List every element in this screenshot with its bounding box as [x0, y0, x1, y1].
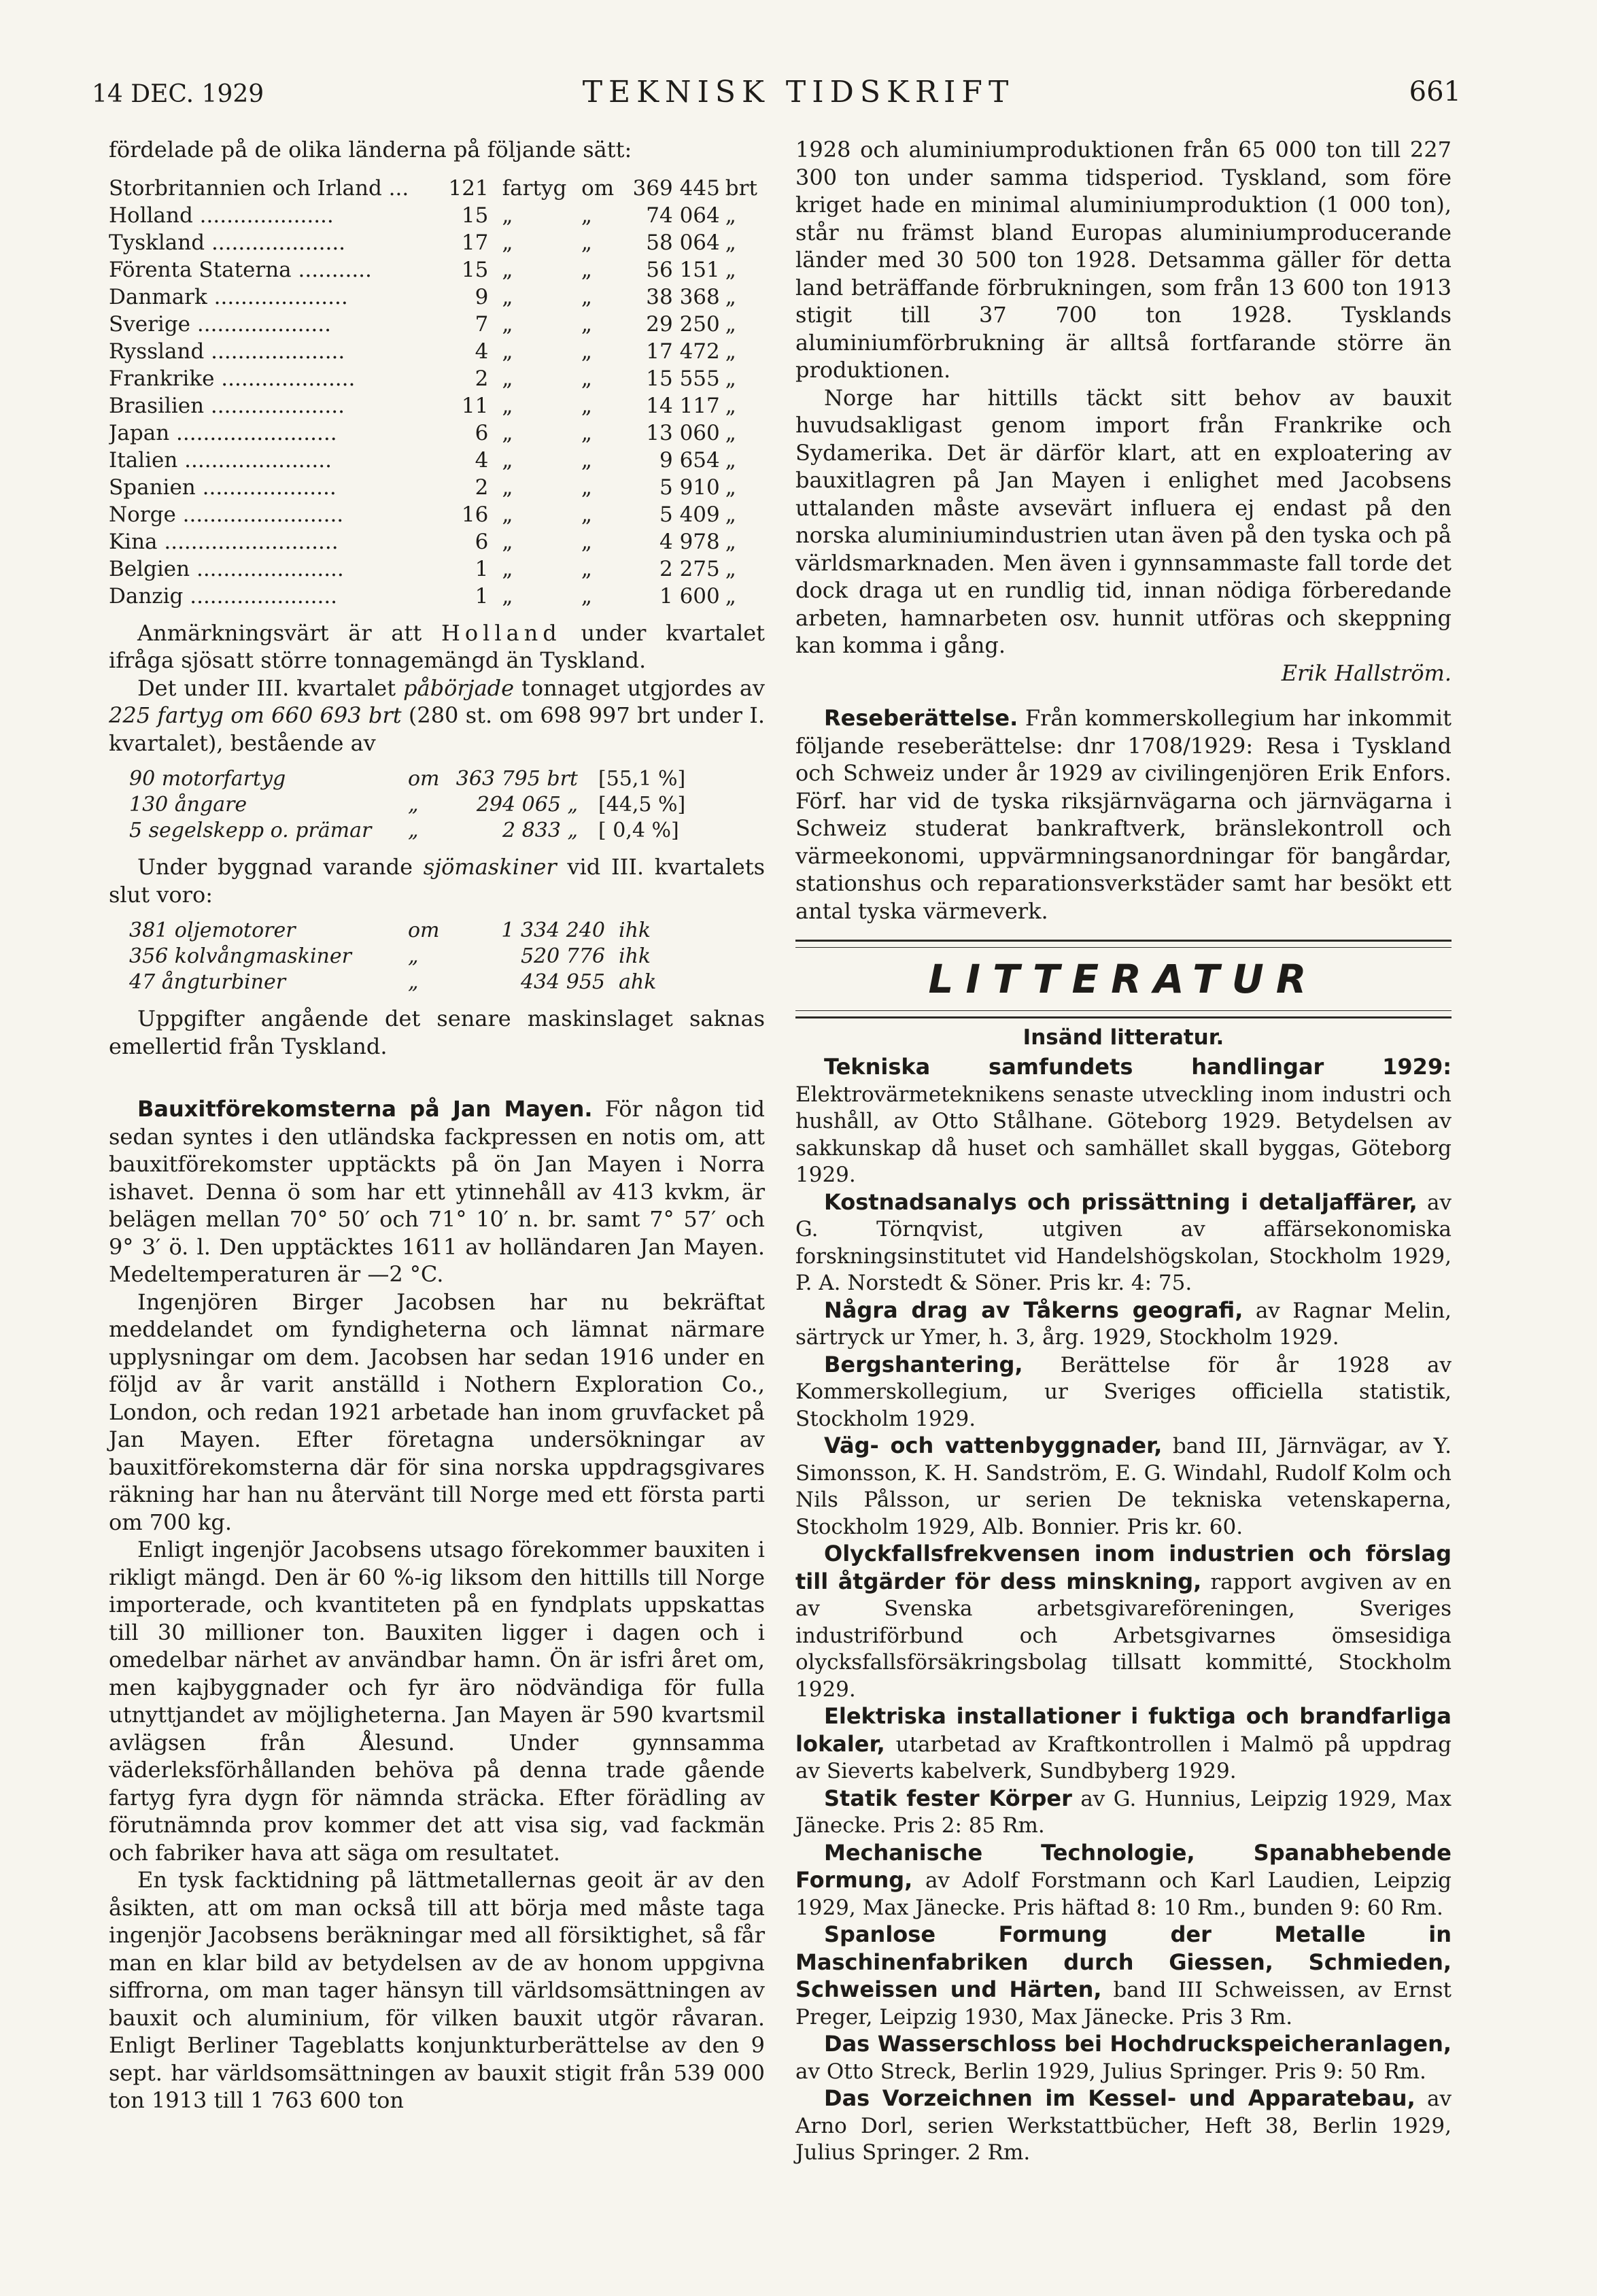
fleet-unit: „: [502, 475, 513, 500]
fleet-country: Danzig ......................: [109, 583, 338, 609]
fleet-row: [109, 555, 765, 583]
fleet-unit: „: [502, 393, 513, 418]
travel-report: Reseberättelse. Från kommerskollegium har inkommit följande reseberättelse: dnr 1708/1929: Resa i Tyskland och Schweiz under år 1929 av civilingenjören Erik Enfors. Förf. har vid de tyska riksjärnvägarna och järnvägarna i Schweiz studerat bankraftverk, bränslekontroll och värmeekonomi, uppvärmningsanordningar för bangårdar, stationshus och reparationsverkstäder samt har besökt ett antal tyska värmeverk.: [795, 705, 1452, 924]
fleet-ship-count: 121: [448, 175, 489, 201]
fleet-ship-count: 15: [461, 203, 489, 228]
fleet-country: Tyskland ....................: [109, 230, 346, 255]
fleet-country: Kina ..........................: [109, 529, 339, 554]
fleet-ship-count: 9: [475, 284, 489, 309]
norway-paragraph: Norge har hittills täckt sitt behov av bauxit huvudsakligast genom import från Frankrike och Sydamerika. Det är därför klart, att en exploatering av bauxitlagren på Jan Mayen i enlighet med Jacobsens uttalanden måste avsevärt influera ej endast på den norska aluminiumindustrien utan även på den tyska och på världsmarknaden. Men även i gynnsammaste fall torde det dock draga ut en rundlig tid, innan nödiga förberedande arbeten, hamnarbeten osv. hunnit utföras och skeppning kan komma i gång.: [795, 384, 1452, 658]
fleet-row: [109, 256, 765, 284]
fleet-om: „: [581, 529, 592, 554]
fleet-ship-count: 2: [475, 475, 489, 500]
literature-entry-title: Bergshantering,: [824, 1351, 1023, 1377]
fleet-om: „: [581, 284, 592, 309]
literature-entry-body: av Ragnar Melin, särtryck ur Ymer, h. 3, årg. 1929, Stockholm 1929.: [795, 1298, 1452, 1350]
engine-om: „: [408, 944, 419, 968]
bauxite-article-intro: Bauxitförekomsterna på Jan Mayen. För någon tid sedan syntes i den utländska fackpressen en notis om, att bauxitförekomster upptäckts på ön Jan Mayen i Norra ishavet. Denna ö som har ett ytinnehåll av 413 kvkm, är belägen mellan 70° 50′ och 71° 10′ n. br. samt 7° 57′ och 9° 3′ ö. l. Den upptäcktes 1611 av holländaren Jan Mayen. Medeltemperaturen är —2 °C.: [109, 1096, 766, 1287]
fleet-unit: „: [502, 447, 513, 473]
engine-power: 434 955: [520, 970, 605, 994]
fleet-country: Förenta Staterna ...........: [109, 257, 372, 282]
engine-power: 1 334 240: [501, 919, 605, 942]
fleet-om: „: [581, 366, 592, 391]
bauxite-paragraph-2: Ingenjören Birger Jacobsen har nu bekräftat meddelandet om fyndigheterna och lämnat närmare upplysningar om dem. Jacobsen har sedan 1916 under en följd av år varit anställd i Nothern Exploration Co., London, och redan 1921 arbetade han inom gruvfacket på Jan Mayen. Efter företagna undersökningar av bauxitförekomsterna där för sina norska uppdragsgivares räkning har han nu återvänt till Norge med ett första parti om 700 kg.: [109, 1288, 765, 1535]
fleet-om: „: [581, 393, 592, 418]
fleet-om: „: [581, 311, 592, 337]
literature-entry-title: Statik fester Körper: [824, 1785, 1072, 1811]
bauxite-title: Bauxitförekomsterna på Jan Mayen.: [137, 1096, 593, 1122]
fleet-tonnage: 17 472: [646, 339, 720, 364]
fleet-tonnage: 29 250: [646, 311, 720, 337]
fleet-row: [109, 474, 765, 501]
fleet-country: Ryssland ....................: [109, 339, 345, 364]
literature-entry-body: av G. Törnqvist, utgiven av affärsekonomiska forskningsinstitutet vid Handelshögskolan, Stockholm 1929, P. A. Norstedt & Söner. Pris kr. 4: 75.: [795, 1190, 1452, 1295]
begun-om: „: [408, 819, 419, 842]
literature-entry-body: utarbetad av Kraftkontrollen i Malmö på uppdrag av Sieverts kabelverk, Sundbyberg 1929.: [795, 1732, 1452, 1783]
fleet-country: Danmark ....................: [109, 284, 348, 309]
literature-list: [795, 1054, 1452, 2167]
begun-tonnage: 363 795 brt: [456, 767, 578, 791]
fleet-om: „: [581, 339, 592, 364]
fleet-unit: „: [502, 257, 513, 282]
bauxite-paragraph-4: En tysk facktidning på lättmetallernas geoit är av den åsikten, att om man också till att börja med måste taga ingenjör Jacobsens beräkningar med all försiktighet, så får man en klar bild av betydelsen av de av honom uppgivna siffrorna, om man tager hänsyn till världsomsättningen av bauxit och aluminium, för vilken bauxit utgör råvaran. Enligt Berliner Tageblatts konjunkturberättelse av den 9 sept. har världsomsättningen av bauxit stigit från 539 000 ton 1913 till 1 763 600 ton: [109, 1867, 765, 2113]
engine-row: [129, 918, 765, 944]
fleet-tonnage: 15 555: [646, 366, 720, 391]
literature-entry: [795, 2031, 1452, 2085]
fleet-om: „: [581, 420, 592, 445]
section-rule-top-thin: [795, 947, 1452, 948]
fleet-row: [109, 284, 765, 311]
literature-entry-title: Spanlose Formung der Metalle in Maschinenfabriken durch Giessen, Schmieden, Schweissen und Härten,: [795, 1921, 1452, 2002]
fleet-om: „: [581, 257, 592, 282]
fleet-unit: „: [502, 583, 513, 609]
fleet-unit: „: [502, 556, 513, 581]
fleet-brt: „: [725, 366, 736, 391]
fleet-unit: „: [502, 366, 513, 391]
issue-date: 14 DEC. 1929: [92, 80, 264, 108]
page-number: 661: [1409, 76, 1461, 107]
fleet-brt: „: [725, 529, 736, 554]
fleet-unit: fartyg: [502, 175, 567, 201]
engine-unit: ihk: [619, 919, 651, 942]
literature-entry-title: Das Vorzeichnen im Kessel- und Apparatebau,: [824, 2085, 1415, 2111]
fleet-brt: brt: [725, 175, 757, 201]
begun-share: [ 0,4 %]: [598, 819, 679, 842]
fleet-country: Holland ....................: [109, 203, 334, 228]
fleet-intro: fördelade på de olika länderna på följande sätt:: [109, 137, 632, 162]
engine-type: 381 oljemotorer: [129, 919, 296, 942]
fleet-ship-count: 11: [461, 393, 489, 418]
fleet-row: [109, 419, 765, 447]
literature-entry-body: av G. Hunnius, Leipzig 1929, Max Jänecke. Pris 2: 85 Rm.: [795, 1786, 1452, 1838]
literature-entry: [795, 2085, 1452, 2167]
fleet-unit: „: [502, 230, 513, 255]
fleet-tonnage: 5 409: [659, 502, 720, 527]
begun-type: 90 motorfartyg: [129, 767, 286, 791]
section-rule-bottom-thin: [795, 1010, 1452, 1011]
begun-om: „: [408, 793, 419, 817]
literature-entry: [795, 1297, 1452, 1352]
fleet-country: Sverige ....................: [109, 311, 331, 337]
fleet-row: [109, 447, 765, 474]
fleet-brt: „: [725, 311, 736, 337]
literature-entry: [795, 1352, 1452, 1433]
literature-entry: [795, 1433, 1452, 1541]
fleet-tonnage: 2 275: [659, 556, 720, 581]
paragraph-germany-missing: Uppgifter angående det senare maskinslaget saknas emellertid från Tyskland.: [109, 1006, 765, 1059]
fleet-om: „: [581, 583, 592, 609]
fleet-ship-count: 7: [475, 311, 489, 337]
literature-entry-body: rapport avgiven av en av Svenska arbetsgivareföreningen, Sveriges industriförbund och Arbetsgivarnes ömsesidiga olycksfallsförsäkringsbolag tillsatt kommitté, Stockholm 1929.: [795, 1569, 1452, 1702]
fleet-row: [109, 175, 765, 202]
fleet-unit: „: [502, 502, 513, 527]
engine-om: „: [408, 970, 419, 994]
literature-entry-body: Berättelse för år 1928 av Kommerskollegium, ur Sveriges officiella statistik, Stockholm 1929.: [795, 1352, 1452, 1431]
fleet-tonnage: 9 654: [659, 447, 720, 473]
fleet-country: Belgien ......................: [109, 556, 344, 581]
literature-entry: [795, 1840, 1452, 1922]
fleet-om: „: [581, 447, 592, 473]
fleet-row: [109, 365, 765, 392]
fleet-unit: „: [502, 203, 513, 228]
bauxite-paragraph-3: Enligt ingenjör Jacobsens utsago förekommer bauxiten i rikligt mängd. Den är 60 %-ig liksom den hittills till Norge importerade, och kvantiteten på en fyndplats uppskattas till 30 millioner ton. Bauxiten ligger i dagen och i omedelbar närhet av användbar hamn. Ön är isfri året om, men kajbyggnader och fyr äro nödvändiga för fulla utnyttjandet av möjligheterna. Jan Mayen är 590 kvartsmil avlägsen från Ålesund. Under gynnsamma väderleksförhållanden behöva på denna trade gående fartyg fyra dygn för nämnda sträcka. Efter förädling av förutnämnda prov kommer det att visa sig, vad fackmän och fabriker hava att säga om resultatet.: [109, 1537, 765, 1866]
literature-entry-title: Das Wasserschloss bei Hochdruckspeicheranlagen,: [824, 2031, 1452, 2057]
fleet-ship-count: 15: [461, 257, 489, 282]
fleet-country: Frankrike ....................: [109, 366, 356, 391]
fleet-brt: „: [725, 583, 736, 609]
fleet-ship-count: 16: [461, 502, 489, 527]
fleet-ship-count: 6: [475, 420, 489, 445]
literature-entry-title: Väg- och vattenbyggnader,: [824, 1433, 1163, 1458]
literature-entry: [795, 1785, 1452, 1840]
fleet-tonnage: 14 117: [646, 393, 720, 418]
literature-entry: [795, 1541, 1452, 1703]
journal-title: TEKNISK TIDSKRIFT: [582, 75, 1015, 109]
fleet-row: [109, 229, 765, 256]
begun-share: [44,5 %]: [598, 793, 686, 817]
engine-type: 356 kolvångmaskiner: [129, 944, 351, 968]
engine-row: [129, 944, 765, 970]
literature-entry-body: Elektrovärmeteknikens senaste utveckling inom industri och hushåll, av Otto Stålhane. Göteborg 1929. Betydelsen av sakkunskap då huset och samhället skall byggas, Göteborg 1929.: [795, 1082, 1452, 1187]
engine-type: 47 ångturbiner: [129, 970, 286, 994]
literature-entry-body: av Arno Dorl, serien Werkstattbücher, Heft 38, Berlin 1929, Julius Springer. 2 Rm.: [795, 2087, 1452, 2165]
fleet-country: Brasilien ....................: [109, 393, 345, 418]
fleet-brt: „: [725, 393, 736, 418]
fleet-om: „: [581, 203, 592, 228]
fleet-country: Italien ......................: [109, 447, 332, 473]
fleet-tonnage: 56 151: [646, 257, 720, 282]
literature-entry: [795, 1703, 1452, 1785]
fleet-om: „: [581, 230, 592, 255]
engine-unit: ahk: [619, 970, 657, 994]
fleet-country: Storbritannien och Irland ...: [109, 175, 409, 201]
literature-entry-title: Några drag av Tåkerns geografi,: [824, 1297, 1243, 1323]
fleet-tonnage: 13 060: [646, 420, 720, 445]
paragraph-begun-tonnage: Det under III. kvartalet påbörjade tonnaget utgjordes av 225 fartyg om 660 693 brt (280 st. om 698 997 brt under I. kvartalet), bestående av: [109, 674, 766, 756]
fleet-row: [109, 501, 765, 528]
section-rule-top: [795, 940, 1452, 942]
fleet-country: Japan ........................: [109, 420, 337, 445]
begun-om: om: [408, 767, 440, 791]
fleet-country: Norge ........................: [109, 502, 344, 527]
fleet-unit: „: [502, 311, 513, 337]
fleet-brt: „: [725, 203, 736, 228]
fleet-ship-count: 4: [475, 339, 489, 364]
fleet-brt: „: [725, 447, 736, 473]
literature-entry: [795, 1921, 1452, 2031]
engine-unit: ihk: [619, 944, 651, 968]
literature-entry-title: Mechanische Technologie, Spanabhebende Formung,: [795, 1839, 1452, 1893]
fleet-tonnage: 4 978: [659, 529, 720, 554]
literature-heading: LITTERATUR: [928, 956, 1319, 1002]
fleet-brt: „: [725, 556, 736, 581]
fleet-unit: „: [502, 339, 513, 364]
begun-tonnage-table: [129, 766, 765, 844]
fleet-om: om: [581, 175, 615, 201]
fleet-tonnage: 5 910: [659, 475, 720, 500]
begun-row: [129, 792, 765, 818]
left-column: [109, 136, 765, 2114]
fleet-ship-count: 6: [475, 529, 489, 554]
fleet-ship-count: 17: [461, 230, 489, 255]
fleet-row: [109, 392, 765, 419]
begun-type: 130 ångare: [129, 793, 247, 817]
begun-row: [129, 818, 765, 844]
fleet-brt: „: [725, 475, 736, 500]
fleet-om: „: [581, 556, 592, 581]
fleet-unit: „: [502, 284, 513, 309]
paragraph-holland: Anmärkningsvärt är att Holland under kvartalet ifråga sjösatt större tonnagemängd än Tyskland.: [109, 619, 766, 673]
fleet-row: [109, 338, 765, 365]
engine-power: 520 776: [520, 944, 605, 968]
fleet-row: [109, 528, 765, 555]
literature-subheading: Insänd litteratur.: [1023, 1025, 1224, 1050]
begun-type: 5 segelskepp o. prämar: [129, 819, 372, 842]
fleet-table: [109, 175, 765, 610]
fleet-row: [109, 311, 765, 338]
travel-report-title: Reseberättelse.: [824, 705, 1018, 731]
literature-entry: [795, 1054, 1452, 1189]
fleet-ship-count: 2: [475, 366, 489, 391]
fleet-brt: „: [725, 230, 736, 255]
fleet-ship-count: 4: [475, 447, 489, 473]
fleet-brt: „: [725, 420, 736, 445]
literature-entry-body: av Adolf Forstmann och Karl Laudien, Leipzig 1929, Max Jänecke. Pris häftad 8: 10 Rm., bunden 9: 60 Rm.: [795, 1868, 1452, 1920]
fleet-row: [109, 202, 765, 229]
literature-entry-body: av Otto Streck, Berlin 1929, Julius Springer. Pris 9: 50 Rm.: [795, 2059, 1426, 2084]
literature-entry-title: Elektriska installationer i fuktiga och brandfarliga lokaler,: [795, 1703, 1452, 1757]
fleet-brt: „: [725, 502, 736, 527]
literature-entry-title: Kostnadsanalys och prissättning i detaljaffärer,: [824, 1188, 1418, 1215]
begun-row: [129, 766, 765, 792]
fleet-tonnage: 58 064: [646, 230, 720, 255]
paragraph-engines: Under byggnad varande sjömaskiner vid III. kvartalets slut voro:: [109, 854, 766, 908]
fleet-om: „: [581, 502, 592, 527]
section-rule-bottom: [795, 1016, 1452, 1018]
engine-om: om: [408, 919, 440, 942]
fleet-row: [109, 583, 765, 610]
literature-entry-body: band III Schweissen, av Ernst Preger, Leipzig 1930, Max Jänecke. Pris 3 Rm.: [795, 1978, 1452, 2029]
literature-entry-title: Olyckfallsfrekvensen inom industrien och förslag till åtgärder för dess minskning,: [795, 1541, 1452, 1594]
fleet-brt: „: [725, 284, 736, 309]
literature-entry-title: Tekniska samfundets handlingar 1929:: [824, 1054, 1452, 1080]
fleet-ship-count: 1: [475, 583, 489, 609]
engines-table: [129, 918, 765, 995]
aluminium-paragraph: 1928 och aluminiumproduktionen från 65 000 ton till 227 300 ton under samma tidsperiod. Tyskland, som före kriget hade en minimal aluminiumproduktion (1 000 ton), står nu främst bland Europas aluminiumproducerande länder med 30 500 ton 1928. Detsamma gäller för detta land beträffande förbrukningen, som från 13 600 ton 1913 stigit till 37 700 ton 1928. Tysklands aluminiumförbrukning är alltså fortfarande större än produktionen.: [795, 137, 1452, 383]
fleet-country: Spanien ....................: [109, 475, 337, 500]
begun-tonnage: 294 065 „: [476, 793, 578, 817]
engine-row: [129, 970, 765, 995]
literature-entry-body: band III, Järnvägar, av Y. Simonsson, K. H. Sandström, E. G. Windahl, Rudolf Kolm och Nils Pålsson, ur serien De tekniska vetenskaperna, Stockholm 1929, Alb. Bonnier. Pris kr. 60.: [795, 1434, 1452, 1539]
fleet-om: „: [581, 475, 592, 500]
fleet-brt: „: [725, 257, 736, 282]
fleet-brt: „: [725, 339, 736, 364]
literature-entry: [795, 1189, 1452, 1297]
fleet-tonnage: 38 368: [646, 284, 720, 309]
begun-tonnage: 2 833 „: [502, 819, 578, 842]
fleet-ship-count: 1: [475, 556, 489, 581]
author-signature: Erik Hallström.: [1281, 659, 1452, 686]
begun-share: [55,1 %]: [598, 767, 686, 791]
right-column: [795, 136, 1452, 2167]
fleet-tonnage: 74 064: [646, 203, 720, 228]
fleet-tonnage: 369 445: [632, 175, 720, 201]
fleet-unit: „: [502, 529, 513, 554]
fleet-tonnage: 1 600: [659, 583, 720, 609]
fleet-unit: „: [502, 420, 513, 445]
